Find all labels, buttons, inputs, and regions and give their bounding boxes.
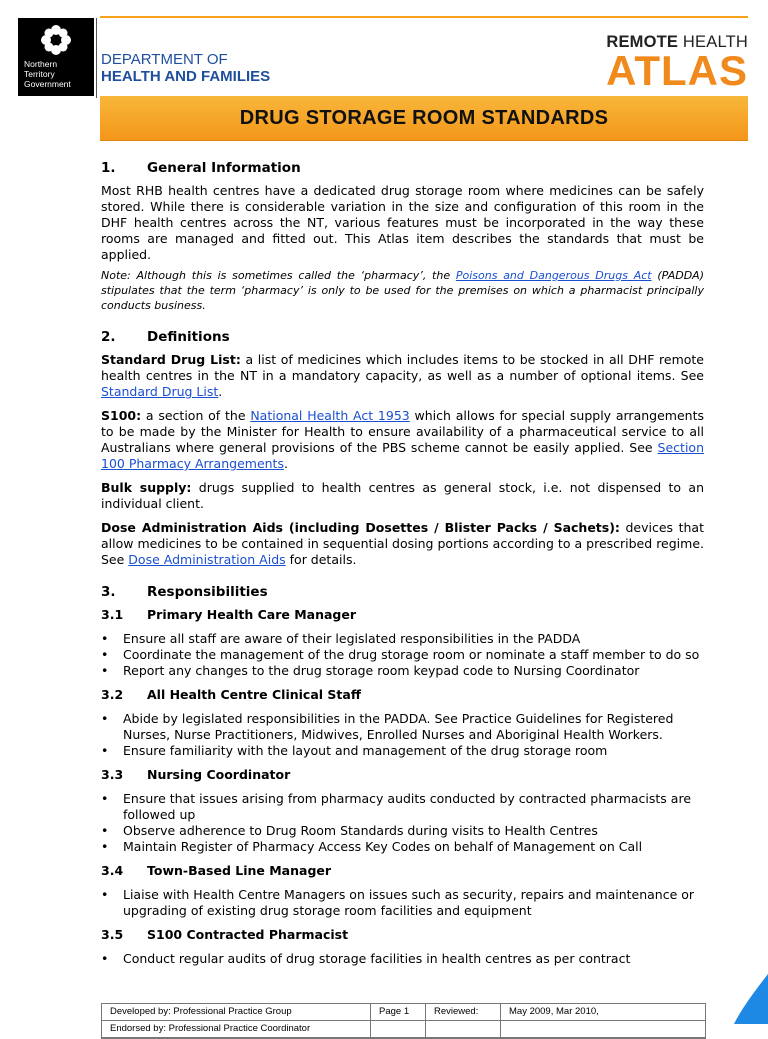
section-title: General Information [147,160,301,176]
definition-text: a list of medicines which includes items to be stocked in all DHF remote health centres in the NT in a mandatory capacity, as well as a number of optional items. See [101,352,705,383]
document-footer-table [101,1003,706,1039]
definition-dose-administration-aids [101,520,704,568]
padda-link[interactable]: Poisons and Dangerous Drugs Act [455,269,652,282]
page-title: DRUG STORAGE ROOM STANDARDS [239,107,609,129]
note-text: (PADDA) stipulates that the term ‘pharmacy’ is only to be used for the premises on which a pharmacist principally conducts business. [101,269,705,312]
definition-term: S100: [101,408,142,423]
subsection-heading [101,767,704,783]
subsection-number: 3.2 [101,687,124,702]
definition-text: . [283,456,288,471]
definition-text: a section of the [141,408,251,423]
header-accent-line [100,16,748,18]
definition-s100 [101,408,704,472]
footer-empty-cell [426,1021,501,1037]
section-3-heading [101,584,704,600]
definition-text: . [218,384,223,399]
list-item: • Coordinate the management of the drug storage room or nominate a staff member to do so [101,647,704,663]
section-100-link[interactable]: Section 100 Pharmacy Arrangements [101,440,704,471]
definition-text: for details. [285,552,357,567]
subsection-title: Nursing Coordinator [147,767,291,782]
responsibility-list [101,711,704,759]
subsection-heading [101,687,704,703]
header-divider [96,18,97,98]
subsection-heading [101,863,704,879]
subsection-number: 3.3 [101,767,124,782]
list-item: • Abide by legislated responsibilities in the PADDA. See Practice Guidelines for Registered Nurses, Nurse Practitioners, Midwives, Enrolled Nurses and Aboriginal Health Workers. [101,711,704,743]
note-text: Note: Although this is sometimes called the ‘pharmacy’, the [101,269,456,282]
pharmacy-note [101,268,704,313]
document-body [101,160,704,967]
responsibility-list [101,951,704,967]
logo-text-line: Government [24,79,71,89]
definition-term: Bulk supply: [101,480,192,495]
list-item: • Conduct regular audits of drug storage facilities in health centres as per contract [101,951,704,967]
list-item: • Ensure all staff are aware of their legislated responsibilities in the PADDA [101,631,704,647]
remote-health-atlas-logo [606,33,748,94]
definition-text: devices that allow medicines to be contained in sequential dosing portions according to a prescribed regime. See [101,520,704,567]
definition-text: which allows for special supply arrangements to be made by the Minister for Health to ensure availability of a pharmaceutical service to all Australians where general provisions of the PBS scheme cannot be easily applied. See [101,408,704,455]
list-item: • Observe adherence to Drug Room Standards during visits to Health Centres [101,823,704,839]
responsibility-list [101,887,704,919]
logo-text-line: Northern [24,59,58,69]
logo-text [24,59,71,89]
footer-page-number: Page 1 [371,1004,426,1020]
section-2-heading [101,329,704,345]
logo-text-line: Territory [24,69,55,79]
national-health-act-link[interactable]: National Health Act 1953 [250,408,410,423]
corner-swoosh-icon [734,974,768,1024]
subsection-title: Town-Based Line Manager [147,863,332,878]
definition-bulk-supply [101,480,704,512]
brand-bold: REMOTE [606,33,679,51]
subsection-title: S100 Contracted Pharmacist [147,927,349,942]
footer-reviewed-label: Reviewed: [426,1004,501,1020]
list-item: • Liaise with Health Centre Managers on issues such as security, repairs and maintenance or upgrading of existing drug storage room facilities and equipment [101,887,704,919]
footer-empty-cell [371,1021,426,1037]
responsibility-list [101,631,704,679]
definition-term: Standard Drug List: [101,352,241,367]
list-item: • Maintain Register of Pharmacy Access Key Codes on behalf of Management on Call [101,839,704,855]
subsection-number: 3.5 [101,927,124,942]
section-number: 2. [101,329,116,345]
footer-row [102,1004,705,1021]
definition-term: Dose Administration Aids (including Dosettes / Blister Packs / Sachets): [101,520,620,535]
dose-administration-aids-link[interactable]: Dose Administration Aids [128,552,286,567]
footer-developed-by: Developed by: Professional Practice Group [102,1004,371,1020]
subsection-number: 3.4 [101,863,124,878]
subsection-title: All Health Centre Clinical Staff [147,687,361,702]
title-banner [100,96,748,141]
list-item: • Report any changes to the drug storage room keypad code to Nursing Coordinator [101,663,704,679]
definition-standard-drug-list [101,352,704,400]
section-title: Responsibilities [147,584,268,600]
footer-reviewed-value: May 2009, Mar 2010, [509,1006,599,1017]
section-number: 1. [101,160,116,176]
brand-rest: HEALTH [678,33,748,51]
subsection-number: 3.1 [101,607,124,622]
brand-atlas: ATLAS [606,47,748,94]
subsection-title: Primary Health Care Manager [147,607,357,622]
department-name [101,51,270,85]
footer-endorsed-by: Endorsed by: Professional Practice Coordinator [102,1021,371,1037]
section-1-heading [101,160,704,176]
section-number: 3. [101,584,116,600]
nt-government-logo [18,18,94,96]
standard-drug-list-link[interactable]: Standard Drug List [101,384,219,399]
general-info-paragraph: Most RHB health centres have a dedicated drug storage room where medicines can be safely stored. While there is considerable variation in the size and configuration of this room in the DHF health centres across the NT, various features must be incorporated in the way these rooms are managed and fitted out. This Atlas item describes the standards that must be applied. [101,183,704,262]
responsibility-list [101,791,704,855]
list-item: • Ensure that issues arising from pharmacy audits conducted by contracted pharmacists are followed up [101,791,704,823]
list-item: • Ensure familiarity with the layout and management of the drug storage room [101,743,704,759]
definition-text: drugs supplied to health centres as general stock, i.e. not dispensed to an individual client. [101,480,704,511]
department-line-1: DEPARTMENT OF [101,51,228,68]
flower-emblem-icon [40,24,72,56]
section-title: Definitions [147,329,230,345]
subsection-heading [101,927,704,943]
department-line-2: HEALTH AND FAMILIES [101,68,271,85]
footer-empty-cell [501,1021,705,1037]
subsection-heading [101,607,704,623]
